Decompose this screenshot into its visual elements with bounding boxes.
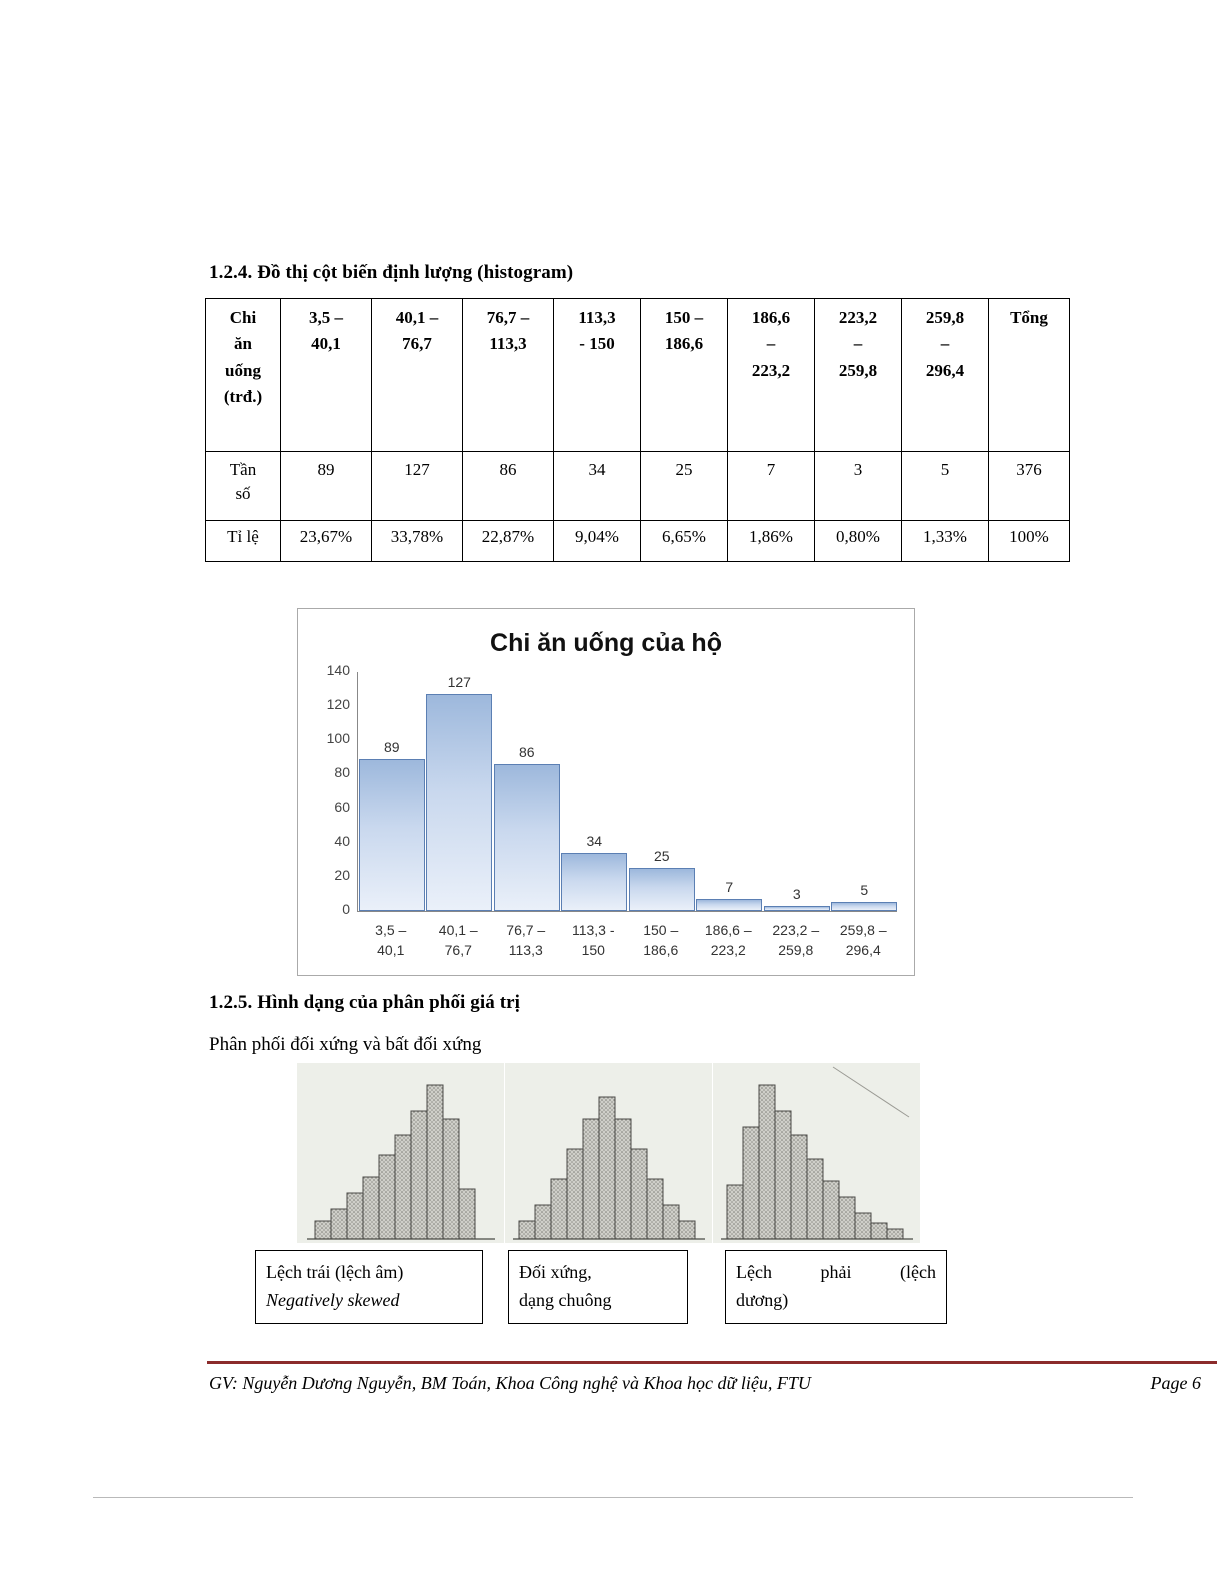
negatively-skewed-histogram-icon — [297, 1063, 505, 1243]
caption-mid-line-2: dạng chuông — [519, 1289, 612, 1310]
freq-cell-1: 89 — [281, 452, 372, 521]
pct-cell-1: 23,67% — [281, 521, 372, 562]
table-header-bin-7: 223,2 – 259,8 — [815, 299, 902, 452]
chart-bar-value-label: 3 — [792, 885, 801, 902]
paragraph-symmetry: Phân phối đối xứng và bất đối xứng — [209, 1034, 482, 1055]
table-header-bin-6: 186,6 – 223,2 — [728, 299, 815, 452]
chart-y-tick: 100 — [326, 730, 350, 747]
footer-text: GV: Nguyễn Dương Nguyễn, BM Toán, Khoa Công nghệ và Khoa học dữ liệu, FTU — [209, 1373, 811, 1393]
skew-captions — [255, 1250, 955, 1328]
pct-cell-4: 9,04% — [554, 521, 641, 562]
chart-bar-value-label: 34 — [586, 832, 603, 849]
skew-panel-middle — [505, 1063, 713, 1243]
chart-x-tick: 150 – 186,6 — [643, 922, 679, 959]
chart-bar — [494, 764, 560, 911]
table-header-row — [206, 299, 1070, 452]
chart-bar — [359, 759, 425, 911]
caption-symmetric — [508, 1250, 688, 1324]
freq-cell-2: 127 — [372, 452, 463, 521]
chart-y-tick: 60 — [334, 798, 350, 815]
chart-bars — [358, 672, 898, 911]
caption-right-line-1: Lệch phải (lệch — [736, 1262, 936, 1282]
table-header-bin-3: 76,7 – 113,3 — [463, 299, 554, 452]
chart-x-tick: 259,8 – 296,4 — [839, 922, 887, 959]
chart-y-tick: 0 — [342, 901, 350, 917]
caption-left-line-2: Negatively skewed — [266, 1289, 400, 1310]
freq-cell-6: 7 — [728, 452, 815, 521]
row-label-percent: Tỉ lệ — [206, 521, 281, 562]
chart-bar-value-label: 86 — [518, 744, 535, 761]
chart-bar — [696, 899, 762, 911]
row-label-line-1: Chi — [229, 308, 257, 327]
chart-bar-value-label: 89 — [383, 739, 400, 756]
freq-cell-5: 25 — [641, 452, 728, 521]
pct-cell-8: 1,33% — [902, 521, 989, 562]
freq-cell-8: 5 — [902, 452, 989, 521]
row-label-line-3: uống — [225, 360, 261, 380]
chart-bar — [831, 902, 897, 911]
frequency-table — [205, 298, 1070, 562]
chart-x-tick: 40,1 – 76,7 — [438, 922, 478, 959]
chart-bar — [561, 853, 627, 911]
pct-cell-7: 0,80% — [815, 521, 902, 562]
chart-x-tick: 76,7 – 113,3 — [506, 922, 546, 959]
table-header-bin-8: 259,8 – 296,4 — [902, 299, 989, 452]
chart-y-tick: 140 — [326, 662, 350, 678]
chart-y-axis — [296, 662, 358, 918]
pct-cell-2: 33,78% — [372, 521, 463, 562]
chart-title: Chi ăn uống của hộ — [490, 629, 722, 657]
pct-cell-6: 1,86% — [728, 521, 815, 562]
row-label-line-2: ăn — [234, 334, 252, 354]
table-header-bin-5: 150 – 186,6 — [641, 299, 728, 452]
chart-bar-value-label: 5 — [860, 882, 869, 899]
chart-bar — [764, 906, 830, 911]
chart-bar-value-label: 7 — [725, 879, 734, 896]
footer — [209, 1373, 1219, 1394]
caption-mid-line-1: Đối xứng, — [519, 1262, 592, 1282]
chart-y-tick: 80 — [334, 764, 350, 781]
table-row-percent — [206, 521, 1070, 562]
freq-cell-4: 34 — [554, 452, 641, 521]
chart-x-tick: 223,2 – 259,8 — [772, 922, 820, 959]
page-number: Page 6 — [1150, 1373, 1201, 1393]
table-header-bin-1: 3,5 – 40,1 — [281, 299, 372, 452]
skew-panel-right — [713, 1063, 921, 1243]
pct-cell-3: 22,87% — [463, 521, 554, 562]
table-header-total: Tổng — [989, 299, 1070, 452]
bottom-rule — [93, 1497, 1133, 1498]
skew-illustrations — [297, 1063, 921, 1243]
chart-y-tick: 20 — [334, 866, 350, 883]
skew-panel-left — [297, 1063, 505, 1243]
chart-bar-value-label: 127 — [447, 674, 471, 691]
chart-x-tick: 186,6 – 223,2 — [704, 922, 752, 959]
table-row-header-label — [206, 299, 281, 452]
table-row-frequency — [206, 452, 1070, 521]
chart-x-axis-line — [357, 911, 897, 912]
chart-x-tick: 113,3 - 150 — [571, 922, 615, 959]
chart-bar — [426, 694, 492, 911]
caption-left-line-1: Lệch trái (lệch âm) — [266, 1262, 404, 1282]
footer-rule — [207, 1361, 1217, 1364]
pct-cell-5: 6,65% — [641, 521, 728, 562]
chart-x-tick: 3,5 – 40,1 — [375, 922, 407, 959]
section-heading-125: 1.2.5. Hình dạng của phân phối giá trị — [209, 992, 521, 1013]
chart-y-tick: 40 — [334, 832, 350, 849]
row-label-line-4: (trđ.) — [223, 387, 263, 407]
table-header-bin-4: 113,3 - 150 — [554, 299, 641, 452]
section-heading-124: 1.2.4. Đồ thị cột biến định lượng (histogram) — [209, 262, 574, 283]
symmetric-histogram-icon — [505, 1063, 713, 1243]
caption-right-line-2: dương) — [736, 1289, 789, 1310]
freq-cell-7: 3 — [815, 452, 902, 521]
caption-negative-skew — [255, 1250, 483, 1324]
table-header-bin-2: 40,1 – 76,7 — [372, 299, 463, 452]
chart-y-tick: 120 — [326, 696, 350, 713]
freq-cell-3: 86 — [463, 452, 554, 521]
caption-positive-skew — [725, 1250, 947, 1324]
positively-skewed-histogram-icon — [713, 1063, 921, 1243]
row-label-frequency: Tần số — [206, 452, 281, 521]
chart-bar — [629, 868, 695, 911]
freq-cell-total: 376 — [989, 452, 1070, 521]
chart-bar-value-label: 25 — [653, 848, 670, 865]
pct-cell-total: 100% — [989, 521, 1070, 562]
